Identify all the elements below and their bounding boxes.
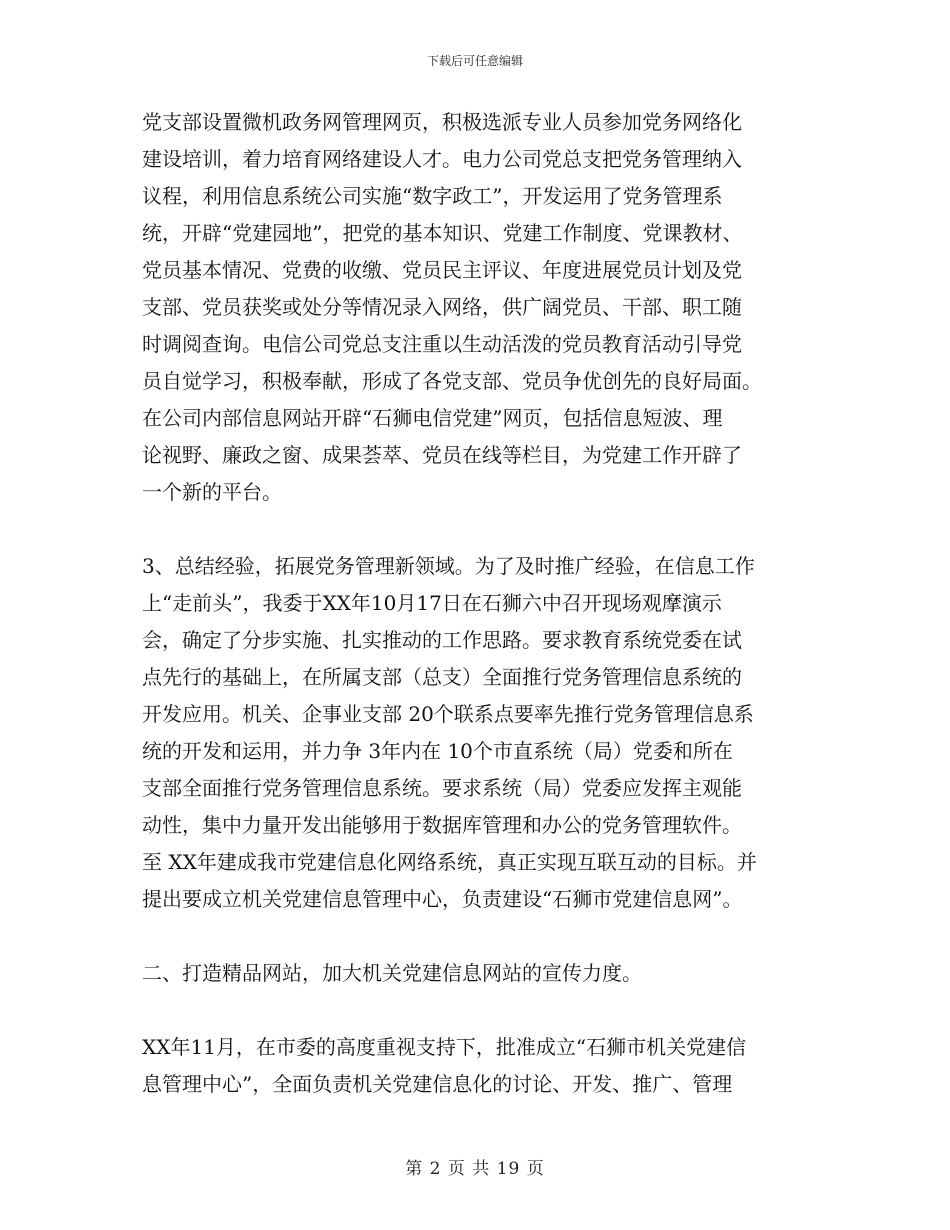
paragraph-3 [142,1029,822,1103]
paragraph-2 [142,548,822,918]
text-line: 论视野、廉政之窗、成果荟萃、党员在线等栏目，为党建工作开辟了 [142,443,742,467]
text-line: 会，确定了分步实施、扎实推动的工作思路。要求教育系统党委在试 [142,628,742,652]
paragraph-1 [142,104,822,511]
text-line: XX年11月，在市委的高度重视支持下，批准成立“石狮市机关党建信 [142,1035,747,1059]
text-line: 上“走前头”，我委于XX年10月17日在石狮六中召开现场观摩演示 [142,591,722,615]
section-heading [142,955,822,992]
text-line: 时调阅查询。电信公司党总支注重以生动活泼的党员教育活动引导党 [142,332,742,356]
text-line: 统，开辟“党建园地”，把党的基本知识、党建工作制度、党课教材、 [142,221,743,245]
text-line: 建设培训，着力培育网络建设人才。电力公司党总支把党务管理纳入 [142,147,742,171]
text-line: 至 XX年建成我市党建信息化网络系统，真正实现互联互动的目标。并 [142,850,757,874]
text-line: 动性，集中力量开发出能够用于数据库管理和办公的党务管理软件。 [142,813,742,837]
page-footer: 第 2 页 共 19 页 [405,1159,545,1179]
text-line: 员自觉学习，积极奉献，形成了各党支部、党员争优创先的良好局面。 [142,369,762,393]
text-line: 议程，利用信息系统公司实施“数字政工”，开发运用了党务管理系 [142,184,723,208]
text-line: 提出要成立机关党建信息管理中心，负责建设“石狮市党建信息网”。 [142,887,743,911]
text-line: 在公司内部信息网站开辟“石狮电信党建”网页，包括信息短波、理 [142,406,723,430]
text-line: 党支部设置微机政务网管理网页，积极选派专业人员参加党务网络化 [142,110,742,134]
text-line: 党员基本情况、党费的收缴、党员民主评议、年度进展党员计划及党 [142,258,742,282]
text-line: 息管理中心”，全面负责机关党建信息化的讨论、开发、推广、管理 [142,1072,733,1096]
document-body [142,104,822,1103]
text-line: 点先行的基础上，在所属支部（总支）全面推行党务管理信息系统的 [142,665,742,689]
text-line: 统的开发和运用，并力争 3年内在 10个市直系统（局）党委和所在 [142,739,733,763]
text-line: 支部、党员获奖或处分等情况录入网络，供广阔党员、干部、职工随 [142,295,742,319]
page-header: 下载后可任意编辑 [426,54,523,68]
text-line: 支部全面推行党务管理信息系统。要求系统（局）党委应发挥主观能 [142,776,742,800]
text-line: 一个新的平台。 [142,480,282,504]
text-line: 3、总结经验，拓展党务管理新领域。为了及时推广经验，在信息工作 [142,554,755,578]
text-line: 开发应用。机关、企事业支部 20个联系点要率先推行党务管理信息系 [142,702,754,726]
text-line: 二、打造精品网站，加大机关党建信息网站的宣传力度。 [142,961,642,985]
